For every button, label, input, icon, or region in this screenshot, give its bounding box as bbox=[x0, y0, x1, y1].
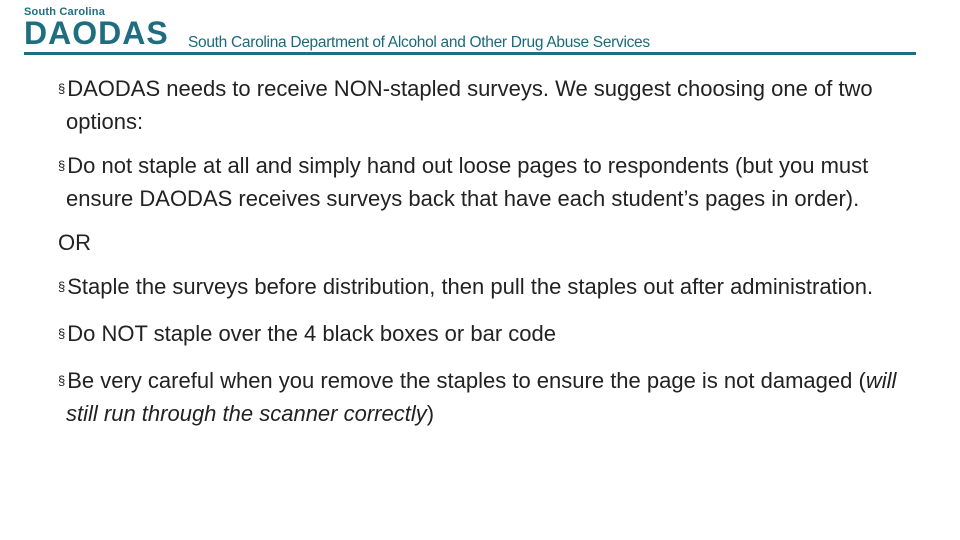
bullet-icon: § bbox=[58, 373, 66, 388]
bullet-text: Do not staple at all and simply hand out loose pages to respondents (but you must ensure DAODAS receives surveys back that have each student’s pages in order). bbox=[66, 153, 869, 211]
bullet-text-end: ) bbox=[426, 401, 435, 426]
bullet-text: Do NOT staple over the 4 black boxes or bar code bbox=[67, 321, 556, 346]
bullet-icon: § bbox=[58, 158, 66, 173]
bullet-item bbox=[58, 366, 918, 429]
bullet-icon: § bbox=[58, 81, 66, 96]
logo-state-name: South Carolina bbox=[24, 6, 106, 18]
daodas-logo bbox=[24, 6, 169, 51]
bullet-text: Be very careful when you remove the staples to ensure the page is not damaged ( bbox=[67, 368, 866, 393]
bullet-item bbox=[58, 151, 918, 214]
bullet-item bbox=[58, 272, 918, 305]
logo-wordmark: DAODAS bbox=[24, 15, 169, 51]
bullet-text: Staple the surveys before distribution, then pull the staples out after administration. bbox=[67, 274, 874, 299]
header-title: South Carolina Department of Alcohol and Other Drug Abuse Services bbox=[188, 34, 650, 51]
slide-content bbox=[58, 74, 918, 443]
header-divider bbox=[24, 52, 916, 55]
bullet-item bbox=[58, 319, 918, 352]
bullet-text: DAODAS needs to receive NON-stapled surveys. We suggest choosing one of two options: bbox=[66, 76, 873, 134]
bullet-icon: § bbox=[58, 279, 66, 294]
bullet-icon: § bbox=[58, 326, 66, 341]
bullet-italic-text: will still run through the scanner correctly bbox=[66, 368, 897, 426]
bullet-item bbox=[58, 74, 918, 137]
or-separator: OR bbox=[58, 230, 91, 255]
